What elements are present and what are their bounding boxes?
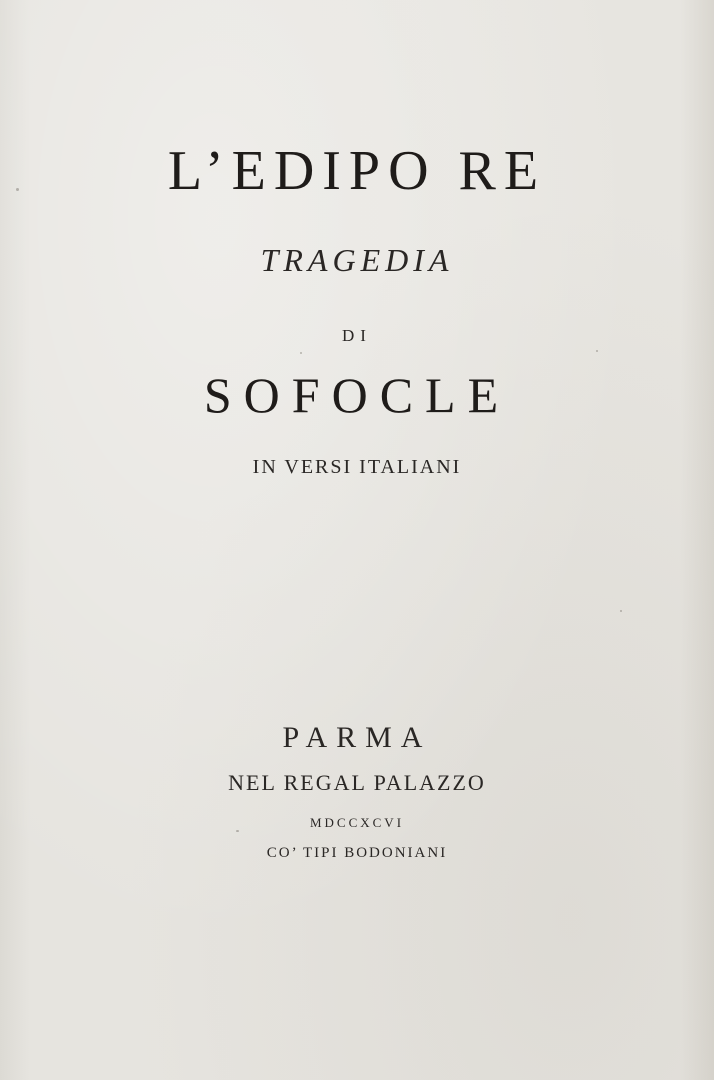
book-subtitle: TRAGEDIA [260, 242, 454, 278]
paper-speck [300, 352, 302, 354]
paper-speck [620, 610, 622, 612]
author-preposition: DI [342, 326, 372, 345]
paper-speck [236, 830, 239, 832]
author-name: SOFOCLE [203, 367, 511, 423]
imprint-types: CO’ TIPI BODONIANI [266, 845, 448, 861]
imprint-city: PARMA [282, 721, 432, 754]
book-title: L’EDIPO RE [167, 140, 547, 202]
translation-note: IN VERSI ITALIANI [252, 456, 462, 478]
paper-speck [16, 188, 19, 191]
imprint-printer: NEL REGAL PALAZZO [228, 770, 486, 795]
paper-speck [596, 350, 598, 352]
imprint-year: MDCCXCVI [309, 815, 405, 830]
